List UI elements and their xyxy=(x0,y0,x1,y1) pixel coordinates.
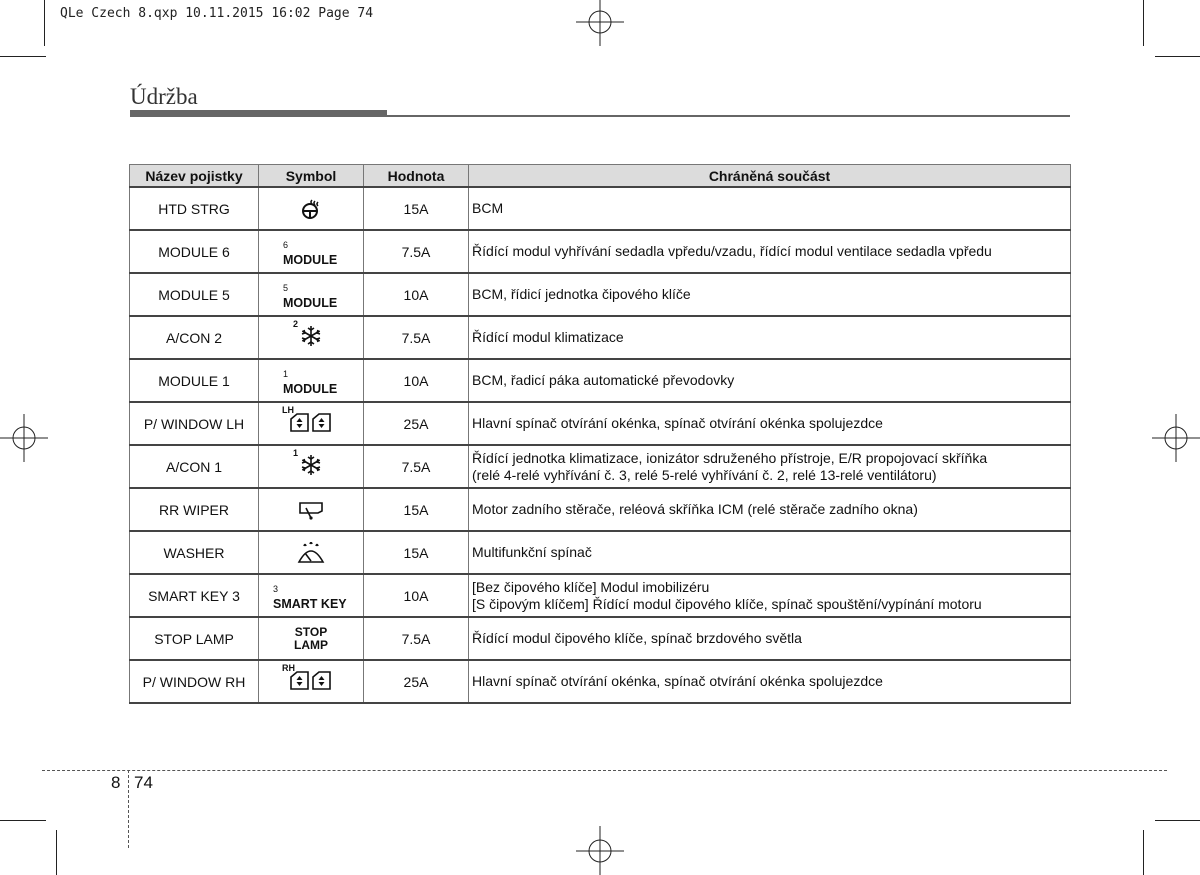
fuse-value: 10A xyxy=(364,273,469,316)
power-window-icon xyxy=(289,411,333,433)
fuse-name: P/ WINDOW RH xyxy=(130,660,259,703)
table-row xyxy=(130,402,1071,445)
protected-component: Řídící modul čipového klíče, spínač brzdového světla xyxy=(469,617,1071,660)
symbol-label: LAMP xyxy=(294,637,328,652)
protected-component: Hlavní spínač otvírání okénka, spínač otvírání okénka spolujezdce xyxy=(469,660,1071,703)
fuse-symbol xyxy=(259,187,364,230)
registration-mark-icon xyxy=(1152,408,1200,468)
footer-divider xyxy=(42,770,1167,771)
fuse-symbol xyxy=(259,359,364,402)
crop-mark xyxy=(1143,0,1144,46)
component-line: (relé 4-relé vyhřívání č. 3, relé 5-relé vyhřívání č. 2, relé 13-relé ventilátoru) xyxy=(472,466,937,483)
table-row xyxy=(130,660,1071,703)
crop-mark xyxy=(1143,830,1144,875)
table-row xyxy=(130,230,1071,273)
symbol-label: MODULE xyxy=(283,382,338,396)
column-header-symbol: Symbol xyxy=(259,165,364,188)
table-row xyxy=(130,531,1071,574)
snowflake-icon xyxy=(300,325,322,347)
protected-component: BCM, řídicí jednotka čipového klíče xyxy=(469,273,1071,316)
fuse-symbol xyxy=(259,273,364,316)
power-window-icon xyxy=(289,669,333,691)
fuse-value: 7.5A xyxy=(364,316,469,359)
symbol-label: STOP xyxy=(294,624,328,639)
title-rule-thin xyxy=(387,115,1070,117)
protected-component xyxy=(469,574,1071,617)
fuse-value: 10A xyxy=(364,574,469,617)
symbol-index: 1 xyxy=(283,369,289,379)
fuse-value: 25A xyxy=(364,402,469,445)
fuse-name: SMART KEY 3 xyxy=(130,574,259,617)
symbol-index: 3 xyxy=(273,584,279,594)
component-line: Řídící jednotka klimatizace, ionizátor sdruženého přístroje, E/R propojovací skříňka xyxy=(472,449,988,466)
column-header-value: Hodnota xyxy=(364,165,469,188)
protected-component: BCM xyxy=(469,187,1071,230)
registration-mark-icon xyxy=(570,0,630,50)
heated-steering-icon xyxy=(300,198,322,220)
fuse-symbol xyxy=(259,230,364,273)
fuse-symbol xyxy=(259,316,364,359)
protected-component: Řídící modul klimatizace xyxy=(469,316,1071,359)
fuse-name: MODULE 1 xyxy=(130,359,259,402)
fuse-name: STOP LAMP xyxy=(130,617,259,660)
fuse-name: A/CON 1 xyxy=(130,445,259,488)
protected-component: Multifunkční spínač xyxy=(469,531,1071,574)
table-row xyxy=(130,273,1071,316)
table-row xyxy=(130,187,1071,230)
fuse-name: HTD STRG xyxy=(130,187,259,230)
fuse-symbol xyxy=(259,445,364,488)
table-row xyxy=(130,617,1071,660)
fuse-symbol xyxy=(259,660,364,703)
crop-mark xyxy=(1155,56,1200,57)
component-line: [S čipovým klíčem] Řídící modul čipového klíče, spínač spouštění/vypínání motoru xyxy=(472,595,982,612)
column-header-name: Název pojistky xyxy=(130,165,259,188)
fuse-name: P/ WINDOW LH xyxy=(130,402,259,445)
fuse-value: 7.5A xyxy=(364,445,469,488)
fuse-name: WASHER xyxy=(130,531,259,574)
registration-mark-icon xyxy=(0,408,48,468)
crop-mark xyxy=(1155,820,1200,821)
fuse-name: MODULE 5 xyxy=(130,273,259,316)
symbol-index: 6 xyxy=(283,240,289,250)
protected-component: Hlavní spínač otvírání okénka, spínač otvírání okénka spolujezdce xyxy=(469,402,1071,445)
fuse-value: 7.5A xyxy=(364,230,469,273)
fuse-symbol xyxy=(259,531,364,574)
symbol-index: 2 xyxy=(293,319,299,329)
symbol-label: MODULE xyxy=(283,296,338,310)
fuse-value: 15A xyxy=(364,531,469,574)
table-row xyxy=(130,316,1071,359)
page-number: 74 xyxy=(134,773,153,792)
protected-component: Řídící modul vyhřívání sedadla vpředu/vzadu, řídící modul ventilace sedadla vpředu xyxy=(469,230,1071,273)
section-title: Údržba xyxy=(130,84,198,109)
table-row xyxy=(130,488,1071,531)
table-row xyxy=(130,574,1071,617)
fuse-symbol xyxy=(259,617,364,660)
fuse-name: RR WIPER xyxy=(130,488,259,531)
symbol-label: SMART KEY xyxy=(273,597,347,611)
symbol-index: 5 xyxy=(283,283,289,293)
symbol-index: RH xyxy=(282,663,295,673)
fuse-symbol xyxy=(259,402,364,445)
fuse-value: 10A xyxy=(364,359,469,402)
footer-divider-vertical xyxy=(128,770,129,848)
chapter-number: 8 xyxy=(111,773,121,792)
slug-line: QLe Czech 8.qxp 10.11.2015 16:02 Page 74 xyxy=(60,6,374,21)
fuse-value: 15A xyxy=(364,488,469,531)
washer-icon xyxy=(297,542,325,564)
table-header-row xyxy=(130,165,1071,188)
fuse-symbol xyxy=(259,488,364,531)
fuse-name: MODULE 6 xyxy=(130,230,259,273)
crop-mark xyxy=(0,56,46,57)
column-header-component: Chráněná součást xyxy=(469,165,1071,188)
symbol-index: 1 xyxy=(293,448,299,458)
component-line: [Bez čipového klíče] Modul imobilizéru xyxy=(472,578,710,595)
fuse-value: 25A xyxy=(364,660,469,703)
rear-wiper-icon xyxy=(298,500,324,520)
table-row xyxy=(130,445,1071,488)
crop-mark xyxy=(56,830,57,875)
protected-component: BCM, řadicí páka automatické převodovky xyxy=(469,359,1071,402)
title-rule-thick xyxy=(130,110,387,117)
snowflake-icon xyxy=(300,454,322,476)
fuse-name: A/CON 2 xyxy=(130,316,259,359)
fuse-symbol xyxy=(259,574,364,617)
fuse-table xyxy=(129,164,1071,704)
registration-mark-icon xyxy=(570,826,630,875)
protected-component xyxy=(469,445,1071,488)
symbol-index: LH xyxy=(282,405,294,415)
fuse-value: 7.5A xyxy=(364,617,469,660)
crop-mark xyxy=(0,820,46,821)
crop-mark xyxy=(44,0,45,46)
table-row xyxy=(130,359,1071,402)
fuse-value: 15A xyxy=(364,187,469,230)
protected-component: Motor zadního stěrače, reléová skříňka ICM (relé stěrače zadního okna) xyxy=(469,488,1071,531)
symbol-label: MODULE xyxy=(283,253,338,267)
